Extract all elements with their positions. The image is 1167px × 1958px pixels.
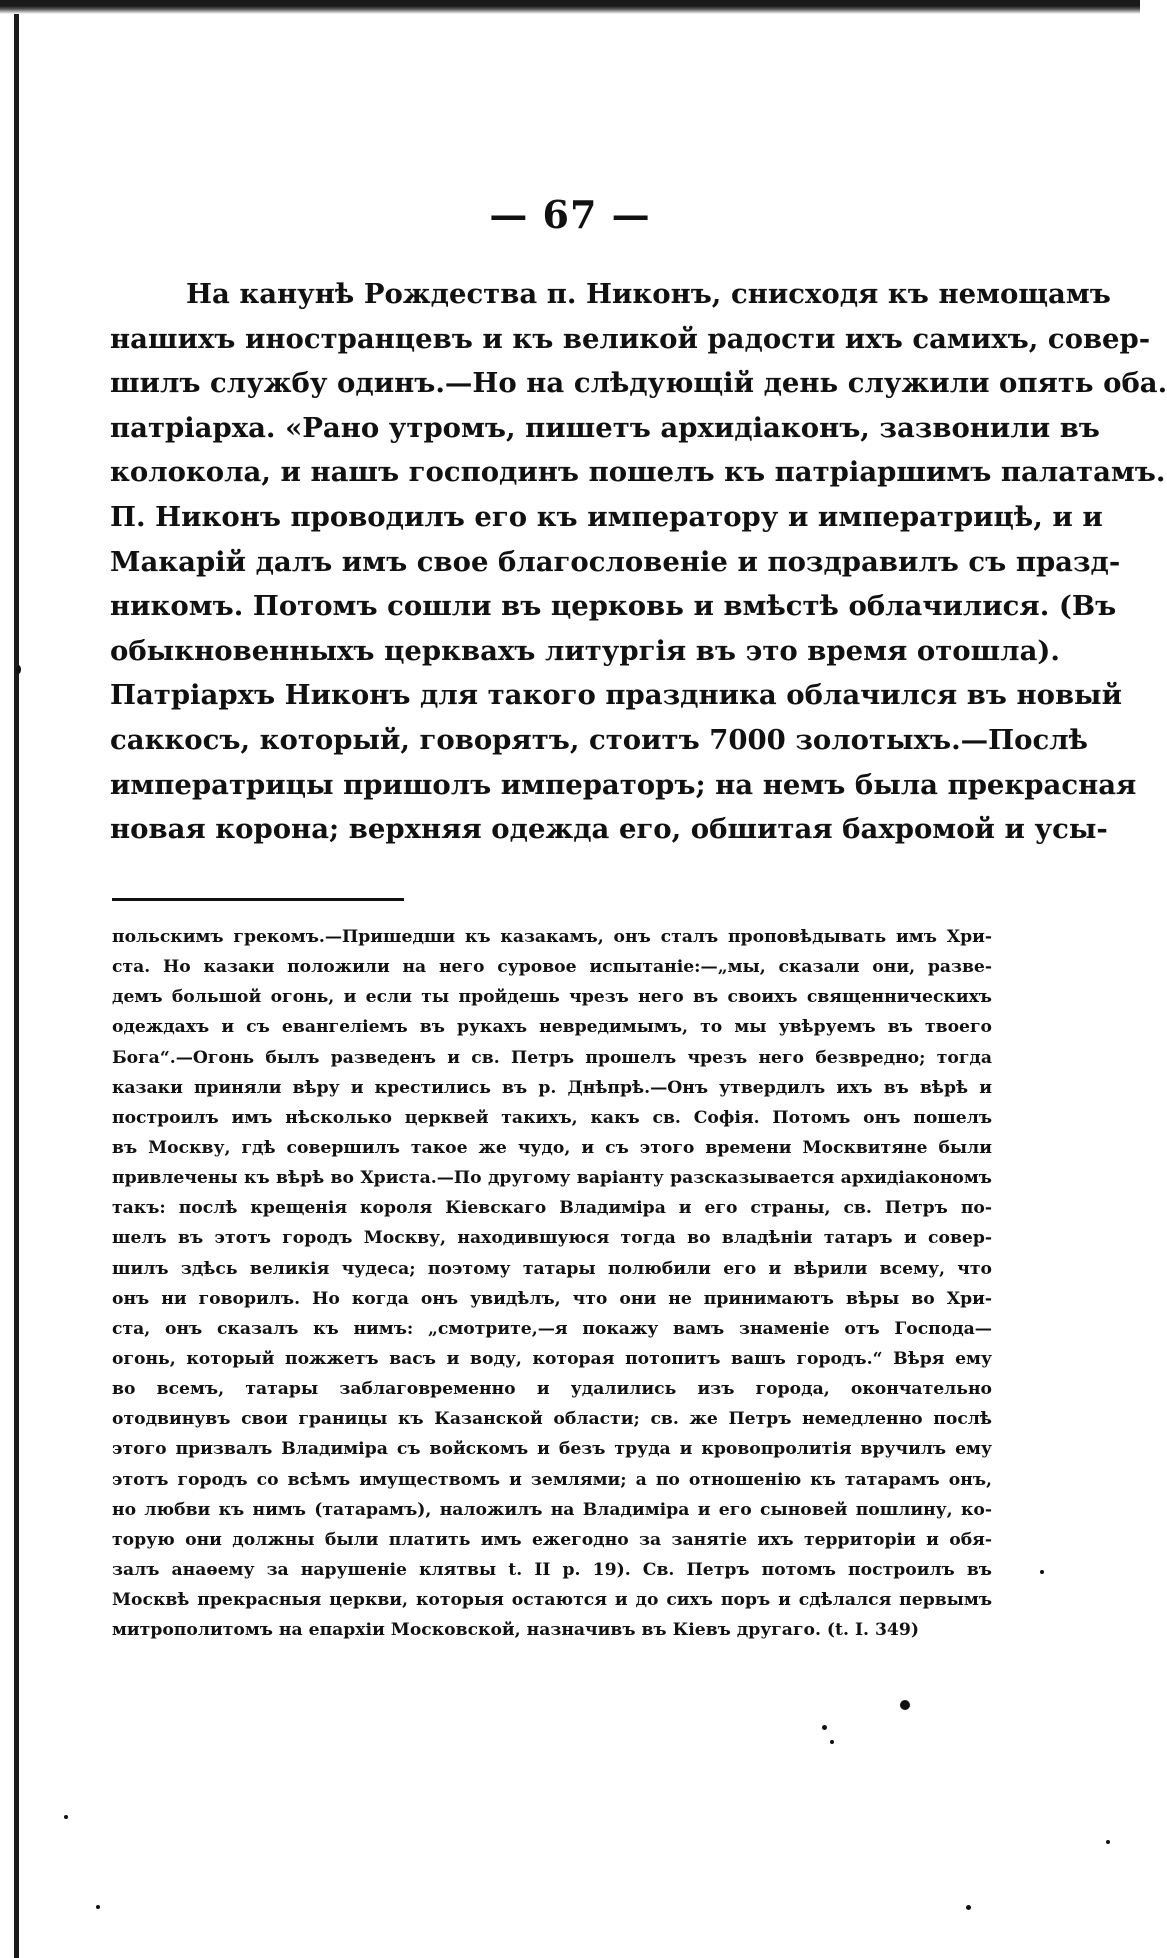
page-number: — 67 — [489,192,651,237]
footnote-line: Бога“.—Огонь былъ разведенъ и св. Петръ прошелъ чрезъ него безвредно; тогда [112,1047,992,1068]
footnote-line: но любви къ нимъ (татарамъ), наложилъ на Владиміра и его сыновей пошлину, ко- [112,1499,992,1520]
footnote-separator [112,898,404,901]
footnote-line: онъ ни говорилъ. Но когда онъ увидѣлъ, что они не принимаютъ вѣры во Хри- [112,1288,992,1309]
main-text-line: П. Никонъ проводилъ его къ императору и императрицѣ, и и [110,500,1103,533]
scan-speck [96,1905,100,1909]
scan-speck [1040,1570,1044,1574]
footnote-line: шелъ въ этотъ городъ Москву, находившуюся тогда во владѣніи татаръ и совер- [112,1228,992,1249]
footnote [112,922,992,1645]
scan-left-edge [14,14,19,1958]
scan-speck [822,1725,827,1730]
main-text-line: нашихъ иностранцевъ и къ великой радости ихъ самихъ, совер- [110,322,1151,355]
scan-speck [16,665,21,674]
main-text-line: новая корона; верхняя одежда его, обшитая бахромой и усы- [110,813,1108,846]
footnote-line: польскимъ грекомъ.—Пришедши къ казакамъ, онъ сталъ проповѣдывать имъ Хри- [112,927,992,947]
main-text-line: шилъ службу одинъ.—Но на слѣдующій день служили опять оба. [110,367,1167,400]
footnote-line: во всемъ, татары заблаговременно и удалились изъ города, окончательно [112,1379,992,1400]
scan-top-edge [0,0,1140,14]
footnote-line: въ Москву, гдѣ совершилъ такое же чудо, и съ этого времени Москвитяне были [112,1137,992,1158]
main-text-line: никомъ. Потомъ сошли въ церковь и вмѣстѣ облачилися. (Въ [110,590,1117,623]
footnote-line: этотъ городъ со всѣмъ имуществомъ и землями; а по отношенію къ татарамъ онъ, [112,1469,992,1490]
footnote-line: такъ: послѣ крещенія короля Кіевскаго Владиміра и его страны, св. Петръ по- [112,1198,992,1219]
footnote-line: привлечены къ вѣрѣ во Христа.—По другому варіанту разсказывается архидіакономъ [112,1168,992,1189]
footnote-line: торую они должны были платить имъ ежегодно за занятіе ихъ территоріи и обя- [112,1529,992,1550]
footnote-line: митрополитомъ на епархіи Московской, назначивъ въ Кіевъ другаго. (t. I. 349) [112,1620,919,1641]
footnote-line: огонь, который пожжетъ васъ и воду, которая потопитъ вашъ городъ.“ Вѣря ему [112,1348,992,1369]
footnote-line: одеждахъ и съ евангеліемъ въ рукахъ невредимымъ, то мы увѣруемъ въ твоего [112,1017,992,1038]
footnote-line: ста, онъ сказалъ къ нимъ: „смотрите,—я покажу вамъ знаменіе отъ Господа— [112,1318,992,1339]
main-text-line: Макарій далъ имъ свое благословеніе и поздравилъ съ празд- [110,545,1121,578]
footnote-line: шилъ здѣсь великія чудеса; поэтому татары полюбили его и вѣрили всему, что [112,1258,992,1279]
scan-speck [64,1815,68,1819]
scan-speck [1106,1840,1110,1844]
footnote-line: казаки приняли вѣру и крестились въ р. Днѣпрѣ.—Онъ утвердилъ ихъ въ вѣрѣ и [112,1077,992,1098]
scan-speck [830,1740,834,1744]
footnote-line: демъ большой огонь, и если ты пройдешь чрезъ него въ своихъ священническихъ [112,987,992,1008]
footnote-line: отодвинувъ свои границы къ Казанской области; св. же Петръ немедленно послѣ [112,1409,992,1430]
footnote-line: этого призвалъ Владиміра съ войскомъ и безъ труда и кровопролитія вручилъ ему [112,1439,992,1460]
main-text [110,272,1167,852]
main-text-line: колокола, и нашъ господинъ пошелъ къ патріаршимъ палатамъ. [110,456,1166,489]
scan-speck [966,1905,971,1910]
main-text-line: Патріархъ Никонъ для такого праздника облачился въ новый [110,679,1123,712]
footnote-line: залъ анаѳему за нарушеніе клятвы t. II p. 19). Св. Петръ потомъ построилъ въ [112,1559,992,1580]
main-text-line: патріарха. «Рано утромъ, пишетъ архидіаконъ, зазвонили въ [110,411,1100,444]
footnote-line: ста. Но казаки положили на него суровое испытаніе:—„мы, сказали они, разве- [112,957,992,978]
footnote-line: построилъ имъ нѣсколько церквей такихъ, какъ св. Софія. Потомъ онъ пошелъ [112,1107,992,1128]
footnote-line: Москвѣ прекрасныя церкви, которыя остаются и до сихъ поръ и сдѣлался первымъ [112,1590,992,1611]
main-text-line: саккосъ, который, говорятъ, стоитъ 7000 золотыхъ.—Послѣ [110,723,1088,756]
main-text-line: На канунѣ Рождества п. Никонъ, снисходя къ немощамъ [186,278,1111,310]
scan-speck [900,1700,910,1710]
main-text-line: императрицы пришолъ императоръ; на немъ была прекрасная [110,768,1137,801]
main-text-line: обыкновенныхъ церквахъ литургія въ это время отошла). [110,634,1060,667]
